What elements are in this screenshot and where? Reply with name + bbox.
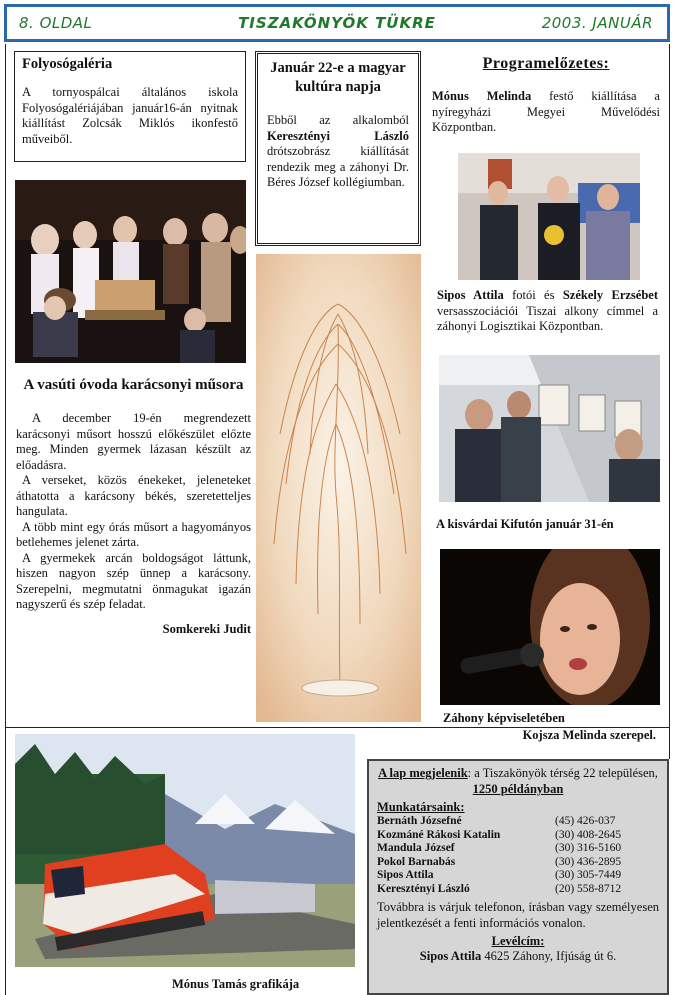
gallery-title: Folyosógaléria — [22, 56, 113, 72]
kindergarten-paragraph: A december 19-én megrendezett karácsonyi műsort hosszú előkészület előzte meg. Minden gyermek lázasan készült az előadásra. — [16, 411, 251, 472]
newspaper-title: TISZAKÖNYÖK TÜKRE — [238, 14, 436, 32]
page-number: 8. OLDAL — [19, 14, 93, 32]
contact-row: Pokol Barnabás (30) 436-2895 — [377, 855, 622, 868]
gallery-article — [14, 51, 246, 162]
train-drawing — [15, 734, 355, 967]
culture-text: Ebből az alkalomból Keresztényi László drótszobrász kiállítását rendezik meg a záhonyi Dr. Béres József kollégiumban. — [267, 113, 409, 189]
publication-info: A lap megjelenik: a Tiszakönyök térség 22 településen, 1250 példányban — [378, 766, 658, 796]
contact-row: Keresztényi László (20) 558-8712 — [377, 882, 622, 895]
info-footer: Továbbra is várjuk telefonon, írásban vagy személyesen jelentkezését a fenti információs vonalon. — [377, 899, 659, 930]
contact-row: Kozmáné Rákosi Katalin (30) 408-2645 — [377, 828, 622, 841]
contact-row: Sipos Attila (30) 305-7449 — [377, 869, 622, 882]
contact-row: Bernáth Józsefné (45) 426-037 — [377, 815, 616, 827]
left-rule — [5, 44, 6, 995]
kindergarten-title: A vasúti óvoda karácsonyi műsora — [23, 377, 244, 393]
program-melinda: Mónus Melinda festő kiállítása a nyíregyházi Megyei Művelődési Központban. — [432, 89, 660, 134]
culture-article — [255, 51, 421, 246]
kindergarten-author: Somkereki Judit — [162, 621, 251, 636]
program-photos: Sipos Attila fotói és Székely Erzsébet versasszociációi Tiszai alkony címmel a záhonyi Logisztikai Központban. — [437, 288, 658, 333]
kindergarten-article — [16, 376, 251, 637]
page-header — [4, 4, 670, 42]
singer-caption-line1: Záhony képviseletében — [443, 711, 565, 725]
programs-title: Programelőzetes: — [482, 55, 610, 72]
programs-section — [432, 55, 660, 136]
kifuto-caption: A kisvárdai Kifutón január 31-én — [436, 517, 614, 531]
right-rule — [669, 44, 670, 759]
gallery-text: A tornyospálcai általános iskola Folyosógalériájában január16-án nyitnak kiállítást Zolcsák Miklós ikonfestő műveiből. — [22, 85, 238, 146]
culture-title: Január 22-e a magyar kultúra napja — [270, 60, 406, 95]
kindergarten-paragraph: A verseket, közös énekeket, jeleneteket áthatotta a karácsony békés, szeretetteljes hangulata. — [16, 473, 251, 518]
issue-date: 2003. JANUÁR — [541, 14, 653, 32]
gallery-visitors-photo — [439, 355, 660, 502]
exhibition-opening-photo — [458, 153, 640, 280]
nativity-photo — [15, 180, 246, 363]
mail-title: Levélcím: — [491, 933, 545, 948]
contact-row: Mandula József (30) 316-5160 — [377, 842, 622, 855]
culture-artist: Keresztényi László — [267, 128, 409, 143]
wire-tree-sculpture-photo — [256, 254, 421, 722]
staff-title: Munkatársaink: — [377, 800, 465, 814]
singer-photo — [440, 549, 660, 705]
train-caption: Mónus Tamás grafikája — [172, 977, 300, 991]
singer-caption-line2: Kojsza Melinda szerepel. — [522, 728, 656, 742]
masthead-info-box — [367, 759, 669, 995]
kindergarten-paragraph: A több mint egy órás műsort a hagyományos betlehemes jelenet zárta. — [16, 519, 251, 549]
kindergarten-paragraph: A gyermekek arcán boldogságot láttunk, hiszen nagyon szép ünnep a karácsony. Szerepelni, megmutatni önmagukat igazán nagyszerű és szép feladat. — [16, 550, 251, 611]
copies-count: 1250 példányban — [472, 782, 564, 796]
mail-address: Sipos Attila 4625 Záhony, Ifjúság út 6. — [419, 948, 617, 963]
